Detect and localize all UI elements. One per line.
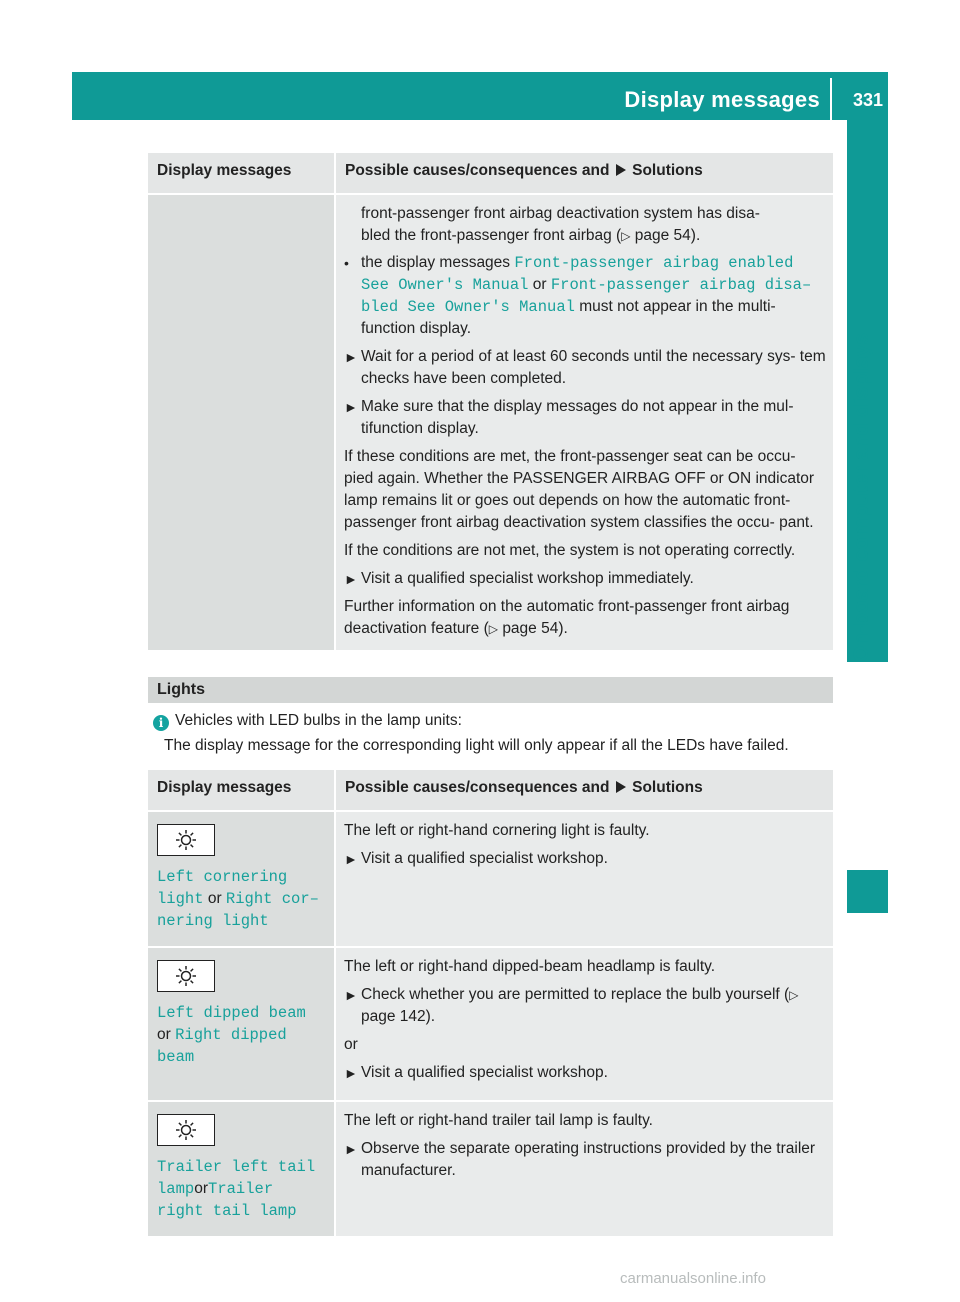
paragraph: Further information on the automatic front-passenger front airbag deactivation feature (▷ page 54). bbox=[344, 598, 790, 637]
info-icon: i bbox=[153, 715, 169, 731]
action-item: ► Observe the separate operating instructions provided by the trailer manufacturer. bbox=[344, 1140, 816, 1179]
cause-text: The left or right-hand dipped-beam headlamp is faulty. bbox=[344, 958, 716, 975]
message-cell bbox=[148, 947, 335, 1101]
message-cell bbox=[148, 811, 335, 947]
cause-text: The left or right-hand cornering light is faulty. bbox=[344, 822, 650, 839]
page-ref-link[interactable]: page 142). bbox=[361, 1008, 436, 1025]
page-ref-link[interactable]: page 54). bbox=[502, 620, 568, 637]
col-header-causes: Possible causes/consequences and Solutions bbox=[335, 770, 833, 811]
action-item: ► Visit a qualified specialist workshop immediately. bbox=[344, 568, 827, 590]
table-row bbox=[148, 947, 833, 1101]
message-text: Left dipped beam or Right dipped beam bbox=[157, 1004, 306, 1066]
action-arrow-icon: ► bbox=[344, 349, 358, 365]
action-arrow-icon: ► bbox=[344, 571, 358, 587]
causes-cell bbox=[335, 1101, 833, 1236]
display-message-code: Trailer right tail lamp bbox=[157, 1180, 297, 1220]
action-arrow-icon: ► bbox=[344, 1141, 358, 1157]
side-tab-marker bbox=[847, 870, 888, 913]
message-cell bbox=[148, 1101, 335, 1236]
cause-text: The left or right-hand trailer tail lamp is faulty. bbox=[344, 1112, 653, 1129]
solution-arrow-icon bbox=[616, 781, 626, 793]
header-divider bbox=[830, 78, 832, 120]
action-item: ► Visit a qualified specialist workshop. bbox=[344, 1062, 827, 1084]
action-arrow-icon: ► bbox=[344, 1065, 358, 1081]
display-message-code: Left cornering light bbox=[157, 868, 288, 908]
page-ref-icon: ▷ bbox=[789, 988, 799, 1002]
display-message-code: Front-passenger airbag disa– bled See Owner's Manual bbox=[361, 276, 812, 316]
empty-message-cell bbox=[148, 194, 335, 650]
header-title: Display messages bbox=[624, 87, 820, 112]
causes-cell bbox=[335, 194, 833, 650]
display-messages-table-lights bbox=[148, 770, 833, 1236]
info-text: Vehicles with LED bulbs in the lamp units: bbox=[175, 712, 462, 729]
table-row bbox=[148, 1101, 833, 1236]
col-header-display-messages: Display messages bbox=[148, 153, 335, 194]
page-number: 331 bbox=[852, 90, 883, 110]
or-text: or bbox=[344, 1036, 358, 1053]
bulb-icon bbox=[157, 824, 215, 856]
message-text: Trailer left tail lamporTrailer right tail lamp bbox=[157, 1158, 316, 1220]
action-item: ► Make sure that the display messages do not appear in the mul- tifunction display. bbox=[344, 398, 794, 437]
continued-text: front-passenger front airbag deactivation system has disa- bled the front-passenger front airbag (▷ page 54). bbox=[361, 205, 760, 244]
paragraph: If the conditions are not met, the system is not operating correctly. bbox=[344, 542, 796, 559]
table-row bbox=[148, 811, 833, 947]
page-ref-icon: ▷ bbox=[488, 622, 498, 636]
display-message-code: Right cor– nering light bbox=[157, 890, 319, 930]
action-arrow-icon: ► bbox=[344, 399, 358, 415]
action-item: ► Check whether you are permitted to replace the bulb yourself (▷ page 142). bbox=[344, 986, 799, 1025]
display-message-code: Left dipped beam bbox=[157, 1004, 306, 1022]
col-header-causes: Possible causes/consequences and Solutions bbox=[335, 153, 833, 194]
page-header bbox=[72, 72, 888, 120]
paragraph: If these conditions are met, the front-passenger seat can be occu- pied again. Whether the PASSENGER AIRBAG OFF or ON indicator lamp remains lit or goes out depends on how the automatic front- passenger front airbag deactivation system classifies the occu- pant. bbox=[344, 448, 815, 531]
action-arrow-icon: ► bbox=[344, 987, 358, 1003]
action-item: ► Wait for a period of at least 60 seconds until the necessary sys- tem checks have been completed. bbox=[344, 348, 826, 387]
bullet-icon: • bbox=[344, 255, 349, 271]
section-heading-bar bbox=[148, 677, 833, 703]
solution-arrow-icon bbox=[616, 164, 626, 176]
table-row bbox=[148, 194, 833, 650]
causes-cell bbox=[335, 811, 833, 947]
bulb-icon bbox=[157, 1114, 215, 1146]
info-text: The display message for the corresponding light will only appear if all the LEDs have failed. bbox=[164, 737, 789, 754]
display-message-code: Trailer left tail lamp bbox=[157, 1158, 316, 1198]
causes-cell bbox=[335, 947, 833, 1101]
action-arrow-icon: ► bbox=[344, 851, 358, 867]
display-message-code: Front-passenger airbag enabled See Owner's Manual bbox=[361, 254, 794, 294]
page-ref-icon: ▷ bbox=[621, 229, 631, 243]
message-text: Left cornering light or Right cor– nering light bbox=[157, 868, 319, 930]
display-messages-table-airbag bbox=[148, 153, 833, 650]
table-header-row bbox=[148, 153, 833, 194]
section-title: Lights bbox=[157, 681, 205, 698]
table-header-row bbox=[148, 770, 833, 811]
bulb-icon bbox=[157, 960, 215, 992]
col-header-display-messages: Display messages bbox=[148, 770, 335, 811]
page-ref-link[interactable]: page 54). bbox=[634, 227, 701, 244]
bullet-item: • the display messages Front-passenger airbag enabled See Owner's Manual or Front-passenger airbag disa– bled See Owner's Manual must not appear in the multi- function display. bbox=[344, 254, 812, 337]
watermark: carmanualsonline.info bbox=[620, 1270, 766, 1287]
action-item: ► Visit a qualified specialist workshop. bbox=[344, 848, 827, 870]
display-message-code: Right dipped beam bbox=[157, 1026, 287, 1066]
